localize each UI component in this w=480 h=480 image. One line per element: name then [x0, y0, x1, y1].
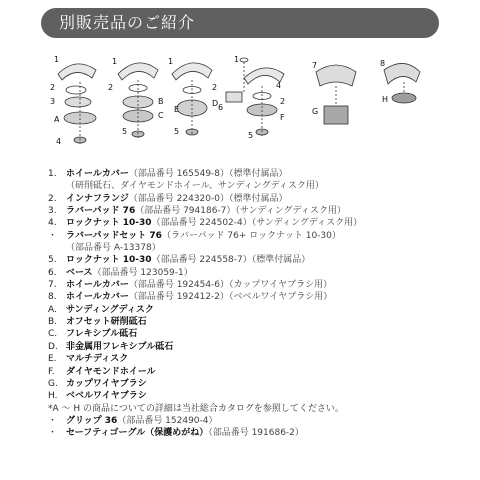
- list-item: [48, 366, 468, 378]
- item-name: フレキシブル砥石: [66, 329, 138, 340]
- rubber-pad-drawing: [65, 97, 91, 107]
- item-marker: 5.: [48, 255, 57, 266]
- item-name: グリップ 36: [66, 415, 118, 426]
- item-marker: G.: [48, 378, 58, 389]
- accessory-list: [48, 168, 468, 440]
- item-note: （部品番号 152490-4）: [117, 415, 218, 426]
- list-item: [48, 328, 468, 340]
- list-item: [48, 390, 468, 402]
- figure-label: 1: [168, 57, 174, 66]
- item-note: （部品番号 224502-4）（サンディングディスク用）: [151, 218, 363, 229]
- item-marker: D.: [48, 341, 58, 352]
- list-item: [48, 415, 468, 427]
- item-marker: 4.: [48, 218, 57, 229]
- item-marker: 3.: [48, 206, 57, 217]
- item-note: （部品番号 192412-2）（ベベルワイヤブラシ用）: [128, 292, 333, 303]
- item-note: （部品番号 191686-2）: [208, 428, 304, 439]
- wheel-cover-drawing: [58, 64, 96, 80]
- list-item: [48, 205, 468, 217]
- figure-label: D: [212, 99, 219, 108]
- base-drawing: [226, 92, 242, 102]
- item-name: 非金属用フレキシブル砥石: [66, 341, 174, 352]
- figure-label: 4: [276, 81, 282, 90]
- section-title: 別販売品のご紹介: [59, 13, 196, 32]
- item-name: サンディングディスク: [66, 304, 154, 315]
- list-item: [48, 279, 468, 291]
- inner-flange-drawing: [66, 86, 86, 94]
- item-name: ロックナット 10-30: [66, 218, 152, 229]
- list-item: [48, 341, 468, 353]
- item-marker: 2.: [48, 193, 57, 204]
- item-name: ホイールカバー: [66, 280, 129, 291]
- item-marker: ・: [48, 428, 58, 439]
- item-subnote: （部品番号 A-13378）: [66, 243, 161, 254]
- item-subnote: （研削砥石、ダイヤモンドホイール、サンディングディスク用）: [66, 181, 324, 192]
- item-marker: A.: [48, 304, 57, 315]
- item-name: セーフティゴーグル（保護めがね）: [66, 428, 209, 439]
- figure-label: E: [174, 105, 180, 114]
- figure-label: G: [312, 107, 319, 116]
- item-name: ラバーパッド 76: [66, 206, 136, 217]
- list-item: [48, 378, 468, 390]
- bevel-brush-cover-drawing: [384, 63, 420, 84]
- cup-wire-brush-drawing: [324, 106, 348, 124]
- list-item: [48, 353, 468, 365]
- wheel-cover-drawing-3: [172, 63, 212, 80]
- item-name: ロックナット 10-30: [66, 255, 152, 266]
- item-marker: 7.: [48, 280, 57, 291]
- list-item-continuation: [48, 180, 468, 192]
- item-name: ベース: [66, 267, 93, 278]
- item-marker: B.: [48, 317, 58, 328]
- catalog-note: [48, 403, 468, 415]
- list-item: [48, 291, 468, 303]
- item-note: （部品番号 224320-0）（標準付属品）: [128, 193, 288, 204]
- item-name: ベベルワイヤブラシ: [66, 391, 147, 402]
- item-marker: ・: [48, 415, 58, 426]
- figure-label: 7: [312, 61, 318, 70]
- list-item: [48, 193, 468, 205]
- item-marker: 8.: [48, 292, 57, 303]
- list-item-continuation: [48, 242, 468, 254]
- list-item: [48, 217, 468, 229]
- item-name: ダイヤモンドホイール: [66, 366, 156, 377]
- figure-label: 2: [212, 83, 218, 92]
- figure-label: 2: [108, 83, 114, 92]
- item-note: （部品番号 192454-6）（カップワイヤブラシ用）: [128, 280, 333, 291]
- accessories-diagram: [48, 52, 432, 154]
- item-marker: ・: [48, 230, 58, 241]
- figure-label: 1: [234, 55, 240, 64]
- list-item: [48, 168, 468, 180]
- item-marker: F.: [48, 366, 55, 377]
- figure-label: 4: [56, 137, 62, 146]
- item-marker: H.: [48, 391, 58, 402]
- wheel-cover-drawing-2: [118, 63, 158, 80]
- list-item: [48, 254, 468, 266]
- item-name: ラバーパッドセット 76: [66, 230, 162, 241]
- figure-label: 1: [112, 57, 118, 66]
- figure-label: H: [382, 95, 389, 104]
- item-name: カップワイヤブラシ: [66, 378, 147, 389]
- item-note: （ラバーパッド 76+ ロックナット 10-30）: [161, 230, 341, 241]
- item-note: （部品番号 123059-1）: [92, 267, 193, 278]
- item-name: インナフランジ: [66, 193, 129, 204]
- figure-label: 2: [280, 97, 286, 106]
- list-item: [48, 230, 468, 242]
- item-name: ホイールカバー: [66, 169, 129, 179]
- figure-label: B: [158, 97, 164, 106]
- grip-drawing: [240, 58, 248, 62]
- figure-label: A: [54, 115, 60, 124]
- section-header: [41, 8, 439, 38]
- item-note: （部品番号 794186-7）（サンディングディスク用）: [135, 206, 346, 217]
- cup-brush-cover-drawing: [316, 65, 356, 86]
- figure-label: C: [158, 111, 164, 120]
- item-marker: 1.: [48, 169, 57, 179]
- item-note: （部品番号 224558-7）（標準付属品）: [151, 255, 311, 266]
- item-marker: E.: [48, 354, 57, 365]
- figure-label: 6: [218, 103, 224, 112]
- figure-label: 1: [54, 55, 60, 64]
- figure-label: 5: [174, 127, 180, 136]
- list-item: [48, 427, 468, 439]
- accessories-figure: [48, 52, 432, 154]
- item-name: マルチディスク: [66, 354, 129, 365]
- figure-label: 2: [50, 83, 56, 92]
- item-marker: 6.: [48, 267, 57, 278]
- item-name: ホイールカバー: [66, 292, 129, 303]
- list-item: [48, 267, 468, 279]
- list-item: [48, 316, 468, 328]
- catalog-note-text: *A ～ H の商品についての詳細は当社総合カタログを参照してください。: [48, 403, 344, 414]
- figure-label: 3: [50, 97, 56, 106]
- bevel-wire-brush-drawing: [392, 93, 416, 103]
- figure-label: 5: [122, 127, 128, 136]
- list-item: [48, 304, 468, 316]
- item-name: オフセット研削砥石: [66, 317, 147, 328]
- item-note: （部品番号 165549-8）（標準付属品）: [128, 169, 288, 179]
- item-marker: C.: [48, 329, 58, 340]
- figure-label: 8: [380, 59, 386, 68]
- figure-label: 5: [248, 131, 254, 140]
- figure-label: F: [280, 113, 285, 122]
